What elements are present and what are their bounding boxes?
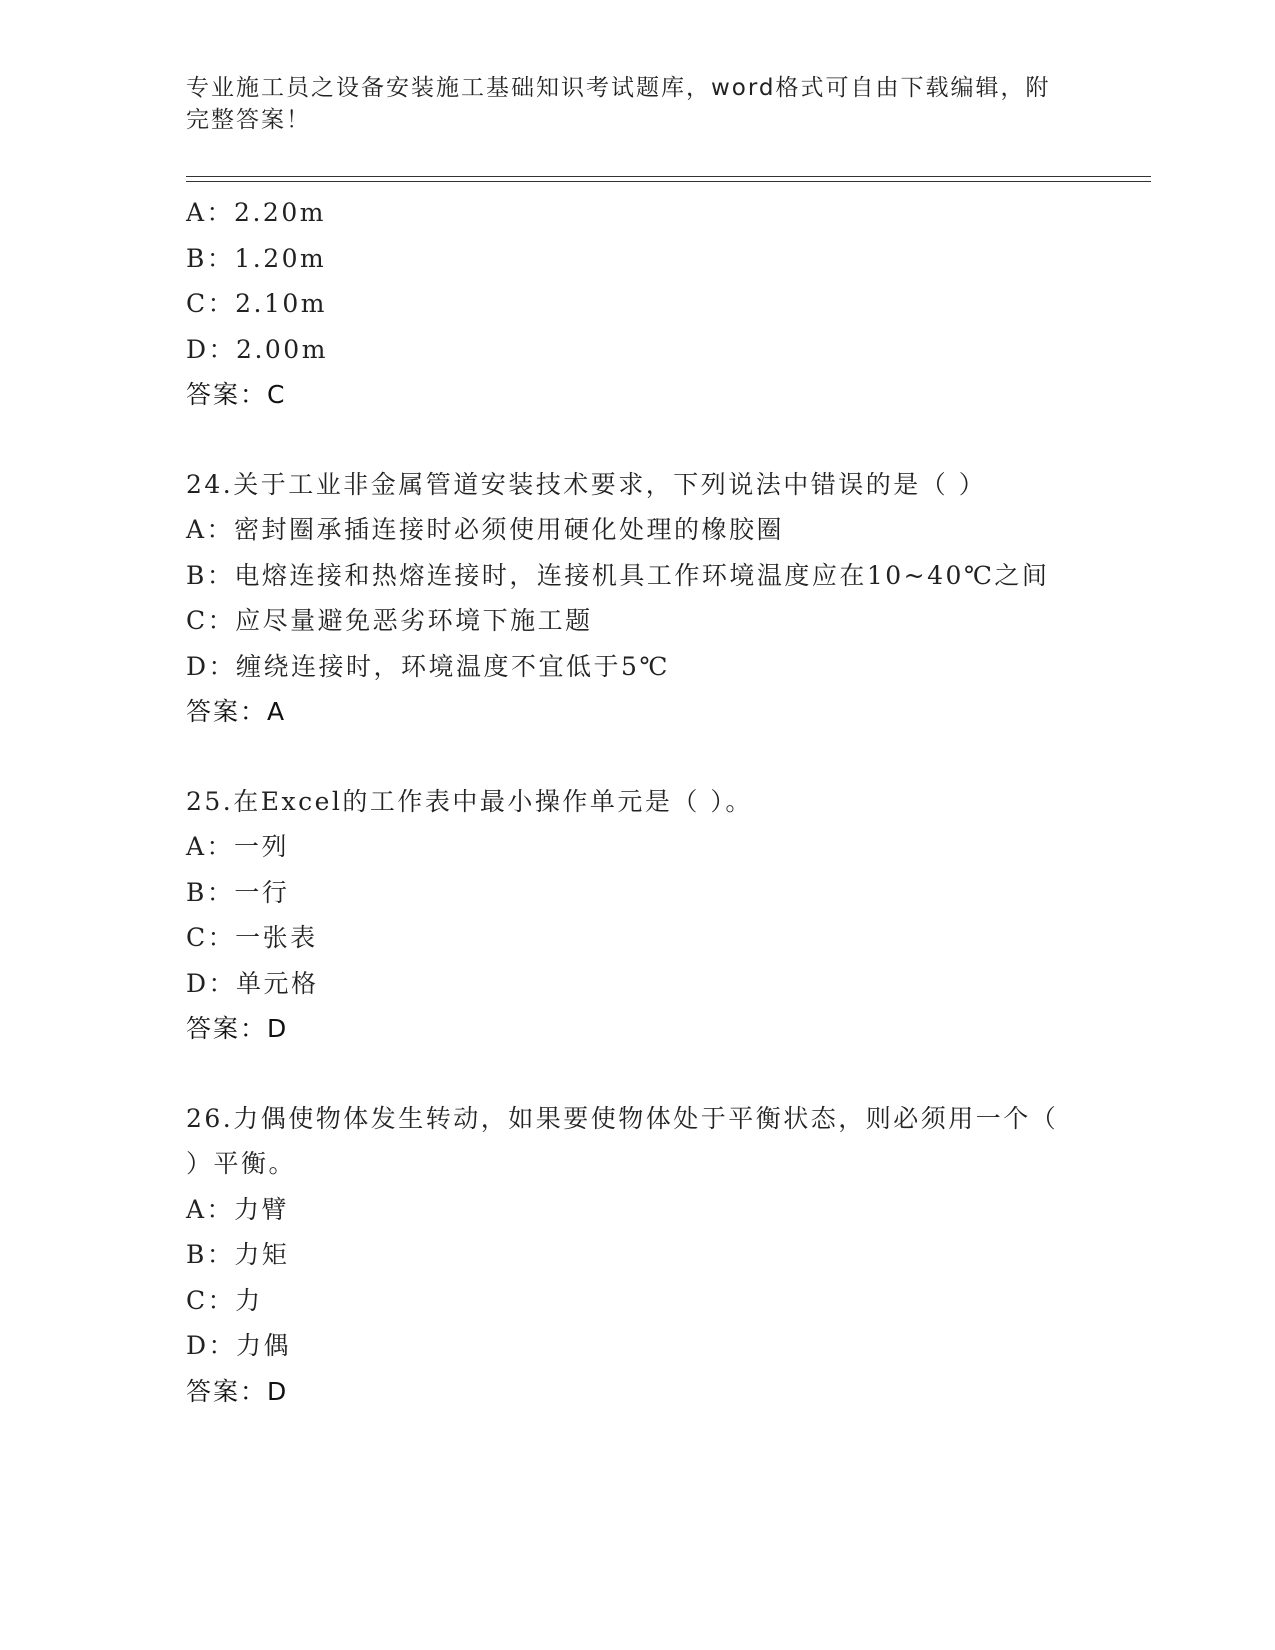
option-d: D：力偶 bbox=[186, 1331, 292, 1360]
question-text: 24.关于工业非金属管道安装技术要求，下列说法中错误的是（ ） bbox=[186, 469, 987, 499]
option-d: D：缠绕连接时，环境温度不宜低于5℃ bbox=[186, 651, 670, 681]
answer: 答案：D bbox=[186, 1014, 289, 1043]
option-c: C：2.10m bbox=[186, 289, 327, 318]
question-23 bbox=[186, 190, 1146, 418]
question-text: 26.力偶使物体发生转动，如果要使物体处于平衡状态，则必须用一个（ ）平衡。 bbox=[186, 1103, 1059, 1178]
spacer bbox=[186, 418, 1146, 462]
option-a: A：一列 bbox=[186, 832, 290, 861]
option-c: C：应尽量避免恶劣环境下施工题 bbox=[186, 606, 593, 635]
question-text: 25.在Excel的工作表中最小操作单元是（ ）。 bbox=[186, 786, 753, 816]
document-header: 专业施工员之设备安装施工基础知识考试题库，word格式可自由下载编辑，附完整答案！ bbox=[186, 75, 1051, 133]
option-a: A：密封圈承插连接时必须使用硬化处理的橡胶圈 bbox=[186, 515, 785, 544]
question-24 bbox=[186, 462, 1146, 735]
header-rule-bottom bbox=[186, 181, 1151, 182]
option-c: C：力 bbox=[186, 1285, 263, 1315]
option-d: D：2.00m bbox=[186, 334, 328, 364]
option-b: B：电熔连接和热熔连接时，连接机具工作环境温度应在10~40℃之间 bbox=[186, 560, 1050, 590]
spacer bbox=[186, 735, 1146, 779]
option-b: B：力矩 bbox=[186, 1240, 290, 1269]
answer: 答案：C bbox=[186, 380, 287, 409]
question-list bbox=[186, 190, 1146, 1414]
option-a: A：力臂 bbox=[186, 1194, 290, 1224]
option-b: B：一行 bbox=[186, 877, 290, 907]
option-a: A：2.20m bbox=[186, 198, 326, 227]
answer: 答案：D bbox=[186, 1376, 289, 1406]
option-b: B：1.20m bbox=[186, 243, 327, 273]
spacer bbox=[186, 1052, 1146, 1096]
option-d: D：单元格 bbox=[186, 968, 319, 998]
header-rule-top bbox=[186, 176, 1151, 177]
question-25 bbox=[186, 779, 1146, 1052]
option-c: C：一张表 bbox=[186, 923, 318, 952]
question-26 bbox=[186, 1096, 1146, 1415]
answer: 答案：A bbox=[186, 697, 287, 726]
